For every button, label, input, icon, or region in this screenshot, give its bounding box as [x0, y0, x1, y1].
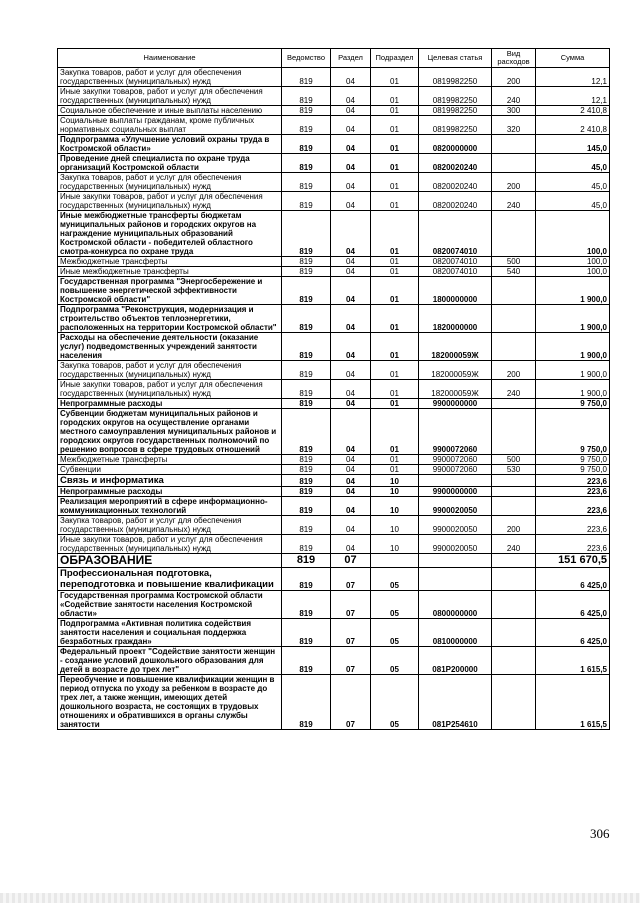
cell-sum: 1 615,5 [536, 675, 610, 730]
cell-target: 1820000000 [419, 305, 492, 333]
cell-target: 9900072060 [419, 455, 492, 465]
cell-subsection: 01 [371, 465, 419, 475]
cell-name: Проведение дней специалиста по охране труда организаций Костромской области [58, 154, 282, 173]
cell-expense: 540 [492, 267, 536, 277]
cell-dept: 819 [282, 116, 331, 135]
cell-section: 04 [331, 475, 371, 487]
table-row [58, 135, 610, 154]
cell-dept: 819 [282, 257, 331, 267]
cell-target: 0820020240 [419, 192, 492, 211]
cell-name: Иные межбюджетные трансферты [58, 267, 282, 277]
table-row [58, 192, 610, 211]
cell-expense [492, 487, 536, 497]
cell-subsection: 01 [371, 361, 419, 380]
cell-target: 182000059Ж [419, 380, 492, 399]
cell-expense: 500 [492, 257, 536, 267]
table-row [58, 68, 610, 87]
header-dept: Ведомство [282, 49, 331, 68]
cell-subsection: 01 [371, 409, 419, 455]
cell-name: Субвенции [58, 465, 282, 475]
cell-sum: 100,0 [536, 267, 610, 277]
cell-target: 9900000000 [419, 487, 492, 497]
cell-sum: 1 900,0 [536, 277, 610, 305]
table-row [58, 267, 610, 277]
cell-target: 081P200000 [419, 647, 492, 675]
cell-dept: 819 [282, 68, 331, 87]
table-row [58, 154, 610, 173]
table-row [58, 619, 610, 647]
cell-target: 9900020050 [419, 516, 492, 535]
cell-sum: 6 425,0 [536, 619, 610, 647]
cell-expense [492, 619, 536, 647]
cell-subsection: 05 [371, 675, 419, 730]
cell-dept: 819 [282, 87, 331, 106]
cell-dept: 819 [282, 211, 331, 257]
cell-target: 081P254610 [419, 675, 492, 730]
cell-section: 04 [331, 277, 371, 305]
cell-dept: 819 [282, 409, 331, 455]
cell-expense [492, 333, 536, 361]
cell-target: 0820074010 [419, 211, 492, 257]
cell-subsection: 01 [371, 68, 419, 87]
cell-dept: 819 [282, 277, 331, 305]
table-row [58, 409, 610, 455]
budget-table [57, 48, 610, 730]
cell-name: Расходы на обеспечение деятельности (оказание услуг) подведомственных учреждений занятости населения [58, 333, 282, 361]
cell-section: 04 [331, 173, 371, 192]
cell-name: Закупка товаров, работ и услуг для обеспечения государственных (муниципальных) нужд [58, 173, 282, 192]
cell-name: Межбюджетные трансферты [58, 257, 282, 267]
cell-target: 0820020240 [419, 154, 492, 173]
cell-target: 1800000000 [419, 277, 492, 305]
cell-name: Иные межбюджетные трансферты бюджетам муниципальных районов и городских округов на награждение муниципальных образований Костромской области - победителей областного смотра-конкурса по охране труда [58, 211, 282, 257]
cell-sum: 6 425,0 [536, 568, 610, 591]
cell-section: 04 [331, 68, 371, 87]
cell-name: Государственная программа Костромской области «Содействие занятости населения Костромской области» [58, 591, 282, 619]
table-row [58, 647, 610, 675]
cell-expense [492, 497, 536, 516]
cell-name: Иные закупки товаров, работ и услуг для обеспечения государственных (муниципальных) нужд [58, 535, 282, 554]
cell-subsection: 01 [371, 333, 419, 361]
cell-section: 04 [331, 305, 371, 333]
cell-name: Непрограммные расходы [58, 487, 282, 497]
cell-subsection [371, 554, 419, 568]
table-row [58, 475, 610, 487]
cell-name: Иные закупки товаров, работ и услуг для обеспечения государственных (муниципальных) нужд [58, 380, 282, 399]
cell-sum: 223,6 [536, 487, 610, 497]
cell-dept: 819 [282, 333, 331, 361]
cell-subsection: 05 [371, 591, 419, 619]
table-row [58, 591, 610, 619]
header-subsection: Подраздел [371, 49, 419, 68]
cell-subsection: 01 [371, 267, 419, 277]
table-row [58, 87, 610, 106]
cell-target: 0819982250 [419, 87, 492, 106]
cell-subsection: 10 [371, 497, 419, 516]
cell-sum: 145,0 [536, 135, 610, 154]
cell-sum: 2 410,8 [536, 106, 610, 116]
cell-expense [492, 675, 536, 730]
cell-section: 07 [331, 675, 371, 730]
cell-dept: 819 [282, 135, 331, 154]
cell-dept: 819 [282, 619, 331, 647]
cell-section: 04 [331, 465, 371, 475]
table-body [58, 68, 610, 730]
cell-sum: 1 615,5 [536, 647, 610, 675]
cell-expense [492, 591, 536, 619]
cell-expense [492, 211, 536, 257]
cell-sum: 12,1 [536, 68, 610, 87]
cell-section: 04 [331, 361, 371, 380]
cell-dept: 819 [282, 535, 331, 554]
header-section: Раздел [331, 49, 371, 68]
cell-name: Подпрограмма «Активная политика содействия занятости населения и социальная поддержка безработных граждан» [58, 619, 282, 647]
cell-sum: 12,1 [536, 87, 610, 106]
cell-name: Профессиональная подготовка, переподготовка и повышение квалификации [58, 568, 282, 591]
cell-expense [492, 399, 536, 409]
cell-sum: 223,6 [536, 516, 610, 535]
cell-subsection: 05 [371, 619, 419, 647]
cell-section: 07 [331, 591, 371, 619]
table-row [58, 487, 610, 497]
cell-subsection: 10 [371, 516, 419, 535]
cell-expense [492, 409, 536, 455]
cell-name: Закупка товаров, работ и услуг для обеспечения государственных (муниципальных) нужд [58, 361, 282, 380]
table-row [58, 675, 610, 730]
cell-section: 04 [331, 497, 371, 516]
cell-section: 04 [331, 409, 371, 455]
cell-dept: 819 [282, 399, 331, 409]
cell-dept: 819 [282, 487, 331, 497]
cell-expense: 240 [492, 192, 536, 211]
cell-expense [492, 475, 536, 487]
page-number: 306 [590, 826, 610, 841]
cell-sum: 45,0 [536, 173, 610, 192]
cell-expense [492, 277, 536, 305]
table-row [58, 106, 610, 116]
cell-dept: 819 [282, 591, 331, 619]
cell-expense: 300 [492, 106, 536, 116]
cell-sum: 151 670,5 [536, 554, 610, 568]
cell-target: 0819982250 [419, 116, 492, 135]
cell-name: Закупка товаров, работ и услуг для обеспечения государственных (муниципальных) нужд [58, 68, 282, 87]
cell-name: Федеральный проект "Содействие занятости женщин - создание условий дошкольного образования для детей в возрасте до трех лет" [58, 647, 282, 675]
cell-subsection: 05 [371, 647, 419, 675]
cell-target: 0819982250 [419, 106, 492, 116]
cell-sum: 45,0 [536, 154, 610, 173]
cell-expense: 200 [492, 516, 536, 535]
cell-sum: 223,6 [536, 497, 610, 516]
cell-target [419, 475, 492, 487]
cell-dept: 819 [282, 267, 331, 277]
cell-dept: 819 [282, 305, 331, 333]
cell-target: 0820074010 [419, 267, 492, 277]
cell-section: 04 [331, 380, 371, 399]
cell-name: Закупка товаров, работ и услуг для обеспечения государственных (муниципальных) нужд [58, 516, 282, 535]
cell-target: 0800000000 [419, 591, 492, 619]
cell-subsection: 01 [371, 257, 419, 267]
cell-dept: 819 [282, 516, 331, 535]
cell-section: 04 [331, 192, 371, 211]
table-header-row [58, 49, 610, 68]
cell-sum: 9 750,0 [536, 399, 610, 409]
cell-name: Связь и информатика [58, 475, 282, 487]
cell-dept: 819 [282, 192, 331, 211]
cell-dept: 819 [282, 568, 331, 591]
cell-subsection: 01 [371, 192, 419, 211]
table-row [58, 277, 610, 305]
table-row [58, 173, 610, 192]
cell-dept: 819 [282, 455, 331, 465]
table-row [58, 380, 610, 399]
cell-sum: 100,0 [536, 257, 610, 267]
cell-subsection: 10 [371, 487, 419, 497]
cell-name: Подпрограмма "Реконструкция, модернизация и строительство объектов теплоэнергетики, расположенных на территории Костромской области" [58, 305, 282, 333]
cell-section: 04 [331, 487, 371, 497]
cell-target: 9900072060 [419, 409, 492, 455]
cell-expense: 500 [492, 455, 536, 465]
cell-expense: 320 [492, 116, 536, 135]
cell-dept: 819 [282, 647, 331, 675]
cell-name: Социальные выплаты гражданам, кроме публичных нормативных социальных выплат [58, 116, 282, 135]
cell-section: 04 [331, 535, 371, 554]
cell-dept: 819 [282, 465, 331, 475]
table-row [58, 333, 610, 361]
cell-subsection: 01 [371, 135, 419, 154]
cell-dept: 819 [282, 675, 331, 730]
cell-subsection: 01 [371, 116, 419, 135]
cell-name: Иные закупки товаров, работ и услуг для обеспечения государственных (муниципальных) нужд [58, 87, 282, 106]
header-target: Целевая статья [419, 49, 492, 68]
cell-section: 04 [331, 211, 371, 257]
cell-sum: 9 750,0 [536, 409, 610, 455]
cell-expense [492, 554, 536, 568]
cell-target: 0819982250 [419, 68, 492, 87]
cell-section: 04 [331, 399, 371, 409]
table-row [58, 455, 610, 465]
cell-name: Реализация мероприятий в сфере информационно-коммуникационных технологий [58, 497, 282, 516]
cell-name: Субвенции бюджетам муниципальных районов и городских округов на осуществление органами местного самоуправления муниципальных районов и городских округов государственных полномочий по решению вопросов в сфере трудовых отношений [58, 409, 282, 455]
cell-sum: 45,0 [536, 192, 610, 211]
cell-subsection: 01 [371, 305, 419, 333]
cell-subsection: 01 [371, 154, 419, 173]
cell-expense: 200 [492, 361, 536, 380]
cell-section: 04 [331, 455, 371, 465]
cell-sum: 223,6 [536, 535, 610, 554]
cell-target [419, 554, 492, 568]
cell-section: 04 [331, 267, 371, 277]
cell-dept: 819 [282, 554, 331, 568]
cell-target: 0810000000 [419, 619, 492, 647]
cell-target: 9900020050 [419, 497, 492, 516]
cell-dept: 819 [282, 173, 331, 192]
table-row [58, 535, 610, 554]
table-row [58, 516, 610, 535]
cell-subsection: 01 [371, 173, 419, 192]
cell-section: 04 [331, 154, 371, 173]
cell-target: 9900072060 [419, 465, 492, 475]
cell-sum: 1 900,0 [536, 333, 610, 361]
cell-expense: 200 [492, 173, 536, 192]
cell-sum: 9 750,0 [536, 465, 610, 475]
cell-expense: 240 [492, 87, 536, 106]
cell-sum: 2 410,8 [536, 116, 610, 135]
cell-sum: 9 750,0 [536, 455, 610, 465]
table-row [58, 257, 610, 267]
table-row [58, 116, 610, 135]
cell-section: 04 [331, 257, 371, 267]
table-row [58, 568, 610, 591]
cell-subsection: 01 [371, 87, 419, 106]
cell-dept: 819 [282, 497, 331, 516]
cell-sum: 100,0 [536, 211, 610, 257]
cell-target: 182000059Ж [419, 361, 492, 380]
cell-dept: 819 [282, 475, 331, 487]
cell-target: 0820020240 [419, 173, 492, 192]
table-row [58, 497, 610, 516]
scan-bottom-edge [0, 893, 640, 903]
cell-section: 04 [331, 106, 371, 116]
table-row [58, 211, 610, 257]
cell-name: Иные закупки товаров, работ и услуг для обеспечения государственных (муниципальных) нужд [58, 192, 282, 211]
cell-sum: 1 900,0 [536, 361, 610, 380]
cell-name: Непрограммные расходы [58, 399, 282, 409]
cell-section: 07 [331, 647, 371, 675]
table-row [58, 305, 610, 333]
cell-section: 04 [331, 135, 371, 154]
cell-dept: 819 [282, 154, 331, 173]
cell-name: Переобучение и повышение квалификации женщин в период отпуска по уходу за ребенком в возрасте до трех лет, а также женщин, имеющих детей дошкольного возраста, не состоящих в трудовых отношениях и обратившихся в органы службы занятости [58, 675, 282, 730]
header-expense: Вид расходов [492, 49, 536, 68]
cell-name: Межбюджетные трансферты [58, 455, 282, 465]
cell-section: 07 [331, 568, 371, 591]
cell-section: 07 [331, 619, 371, 647]
header-sum: Сумма [536, 49, 610, 68]
cell-target: 182000059Ж [419, 333, 492, 361]
cell-expense [492, 305, 536, 333]
cell-sum: 1 900,0 [536, 380, 610, 399]
header-name: Наименование [58, 49, 282, 68]
cell-dept: 819 [282, 361, 331, 380]
cell-subsection: 10 [371, 535, 419, 554]
cell-target: 9900000000 [419, 399, 492, 409]
cell-sum: 223,6 [536, 475, 610, 487]
cell-section: 07 [331, 554, 371, 568]
cell-subsection: 01 [371, 106, 419, 116]
cell-expense [492, 647, 536, 675]
table-row [58, 361, 610, 380]
cell-expense: 240 [492, 535, 536, 554]
cell-expense: 530 [492, 465, 536, 475]
cell-section: 04 [331, 333, 371, 361]
cell-name: Подпрограмма «Улучшение условий охраны труда в Костромской области» [58, 135, 282, 154]
cell-expense [492, 135, 536, 154]
cell-subsection: 05 [371, 568, 419, 591]
cell-dept: 819 [282, 106, 331, 116]
cell-target [419, 568, 492, 591]
cell-sum: 1 900,0 [536, 305, 610, 333]
cell-expense: 240 [492, 380, 536, 399]
cell-dept: 819 [282, 380, 331, 399]
cell-target: 0820074010 [419, 257, 492, 267]
cell-name: Социальное обеспечение и иные выплаты населению [58, 106, 282, 116]
table-row [58, 554, 610, 568]
cell-expense [492, 154, 536, 173]
cell-subsection: 01 [371, 455, 419, 465]
cell-name: ОБРАЗОВАНИЕ [58, 554, 282, 568]
cell-subsection: 01 [371, 211, 419, 257]
cell-target: 9900020050 [419, 535, 492, 554]
cell-subsection: 01 [371, 277, 419, 305]
cell-subsection: 10 [371, 475, 419, 487]
table-row [58, 465, 610, 475]
table-row [58, 399, 610, 409]
cell-subsection: 01 [371, 399, 419, 409]
cell-expense: 200 [492, 68, 536, 87]
cell-section: 04 [331, 87, 371, 106]
cell-section: 04 [331, 516, 371, 535]
cell-target: 0820000000 [419, 135, 492, 154]
cell-section: 04 [331, 116, 371, 135]
cell-sum: 6 425,0 [536, 591, 610, 619]
cell-name: Государственная программа "Энергосбережение и повышение энергетической эффективности Костромской области" [58, 277, 282, 305]
cell-expense [492, 568, 536, 591]
cell-subsection: 01 [371, 380, 419, 399]
